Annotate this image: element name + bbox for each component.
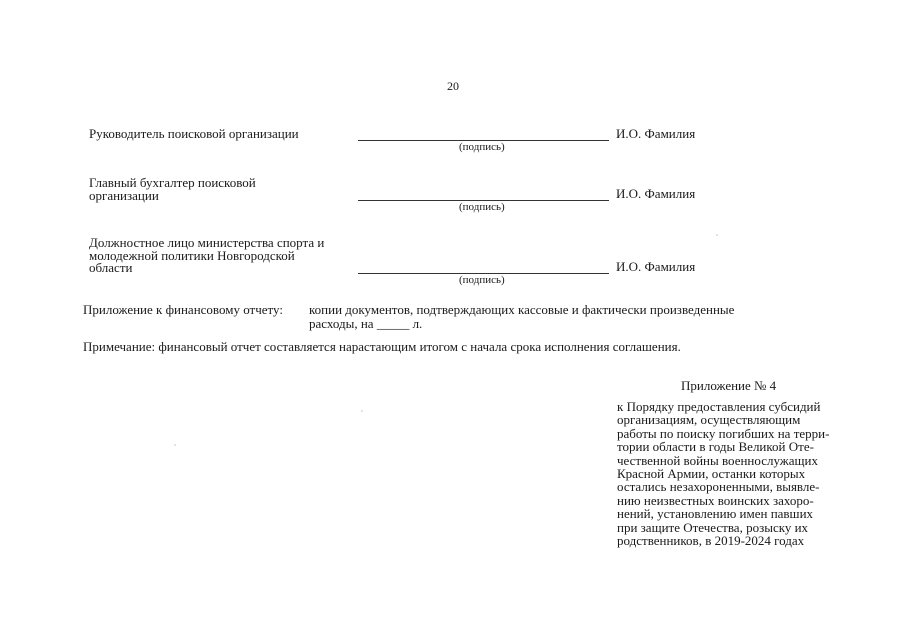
appendix-line: организациям, осуществляющим (617, 412, 801, 428)
appendix-line: нию неизвестных воинских захоро- (617, 492, 814, 508)
scan-speck (174, 444, 176, 446)
appendix-line: чественной войны военнослужащих (617, 452, 819, 468)
attachment-text: расходы, на _____ л. (309, 316, 423, 331)
appendix-line: остались незахороненными, выявле- (617, 479, 820, 495)
signature-caption: (подпись) (459, 274, 505, 286)
appendix-line: работы по поиску погибших на терри- (617, 425, 830, 441)
appendix-line: к Порядку предоставления субсидий (617, 399, 821, 414)
signature-name: И.О. Фамилия (616, 259, 696, 274)
appendix-title: Приложение № 4 (681, 378, 777, 393)
appendix-line: при защите Отечества, розыску их (617, 519, 809, 535)
signature-label-line: области (89, 260, 133, 275)
signature-name: И.О. Фамилия (616, 126, 696, 141)
attachment-label: Приложение к финансовому отчету: (83, 302, 283, 317)
signature-label-line: молодежной политики Новгородской (89, 247, 295, 263)
appendix-line: Красной Армии, останки которых (617, 466, 806, 482)
scan-speck (716, 234, 718, 236)
signature-label-head (89, 128, 299, 141)
signature-name: И.О. Фамилия (616, 186, 696, 201)
page-number: 20 (447, 79, 459, 93)
signature-label-line: Руководитель поисковой организации (89, 126, 299, 141)
appendix-line: тории области в годы Великой Оте- (617, 439, 814, 455)
signature-label-line: Главный бухгалтер поисковой (89, 175, 256, 190)
appendix-line: родственников, в 2019-2024 годах (617, 533, 805, 549)
attachment-text: копии документов, подтверждающих кассовые и фактически произведенные (309, 302, 735, 317)
signature-label-line: организации (89, 187, 159, 203)
appendix-line: нений, установлению имен павших (617, 506, 814, 522)
note-text: Примечание: финансовый отчет составляется нарастающим итогом с начала срока исполнения соглашения. (83, 339, 681, 354)
signature-caption: (подпись) (459, 141, 505, 153)
signature-label-official (89, 237, 324, 275)
signature-label-accountant (89, 177, 256, 202)
signature-caption: (подпись) (459, 201, 505, 213)
signature-label-line: Должностное лицо министерства спорта и (89, 235, 325, 250)
scan-speck (361, 410, 363, 412)
appendix-body (617, 400, 857, 547)
